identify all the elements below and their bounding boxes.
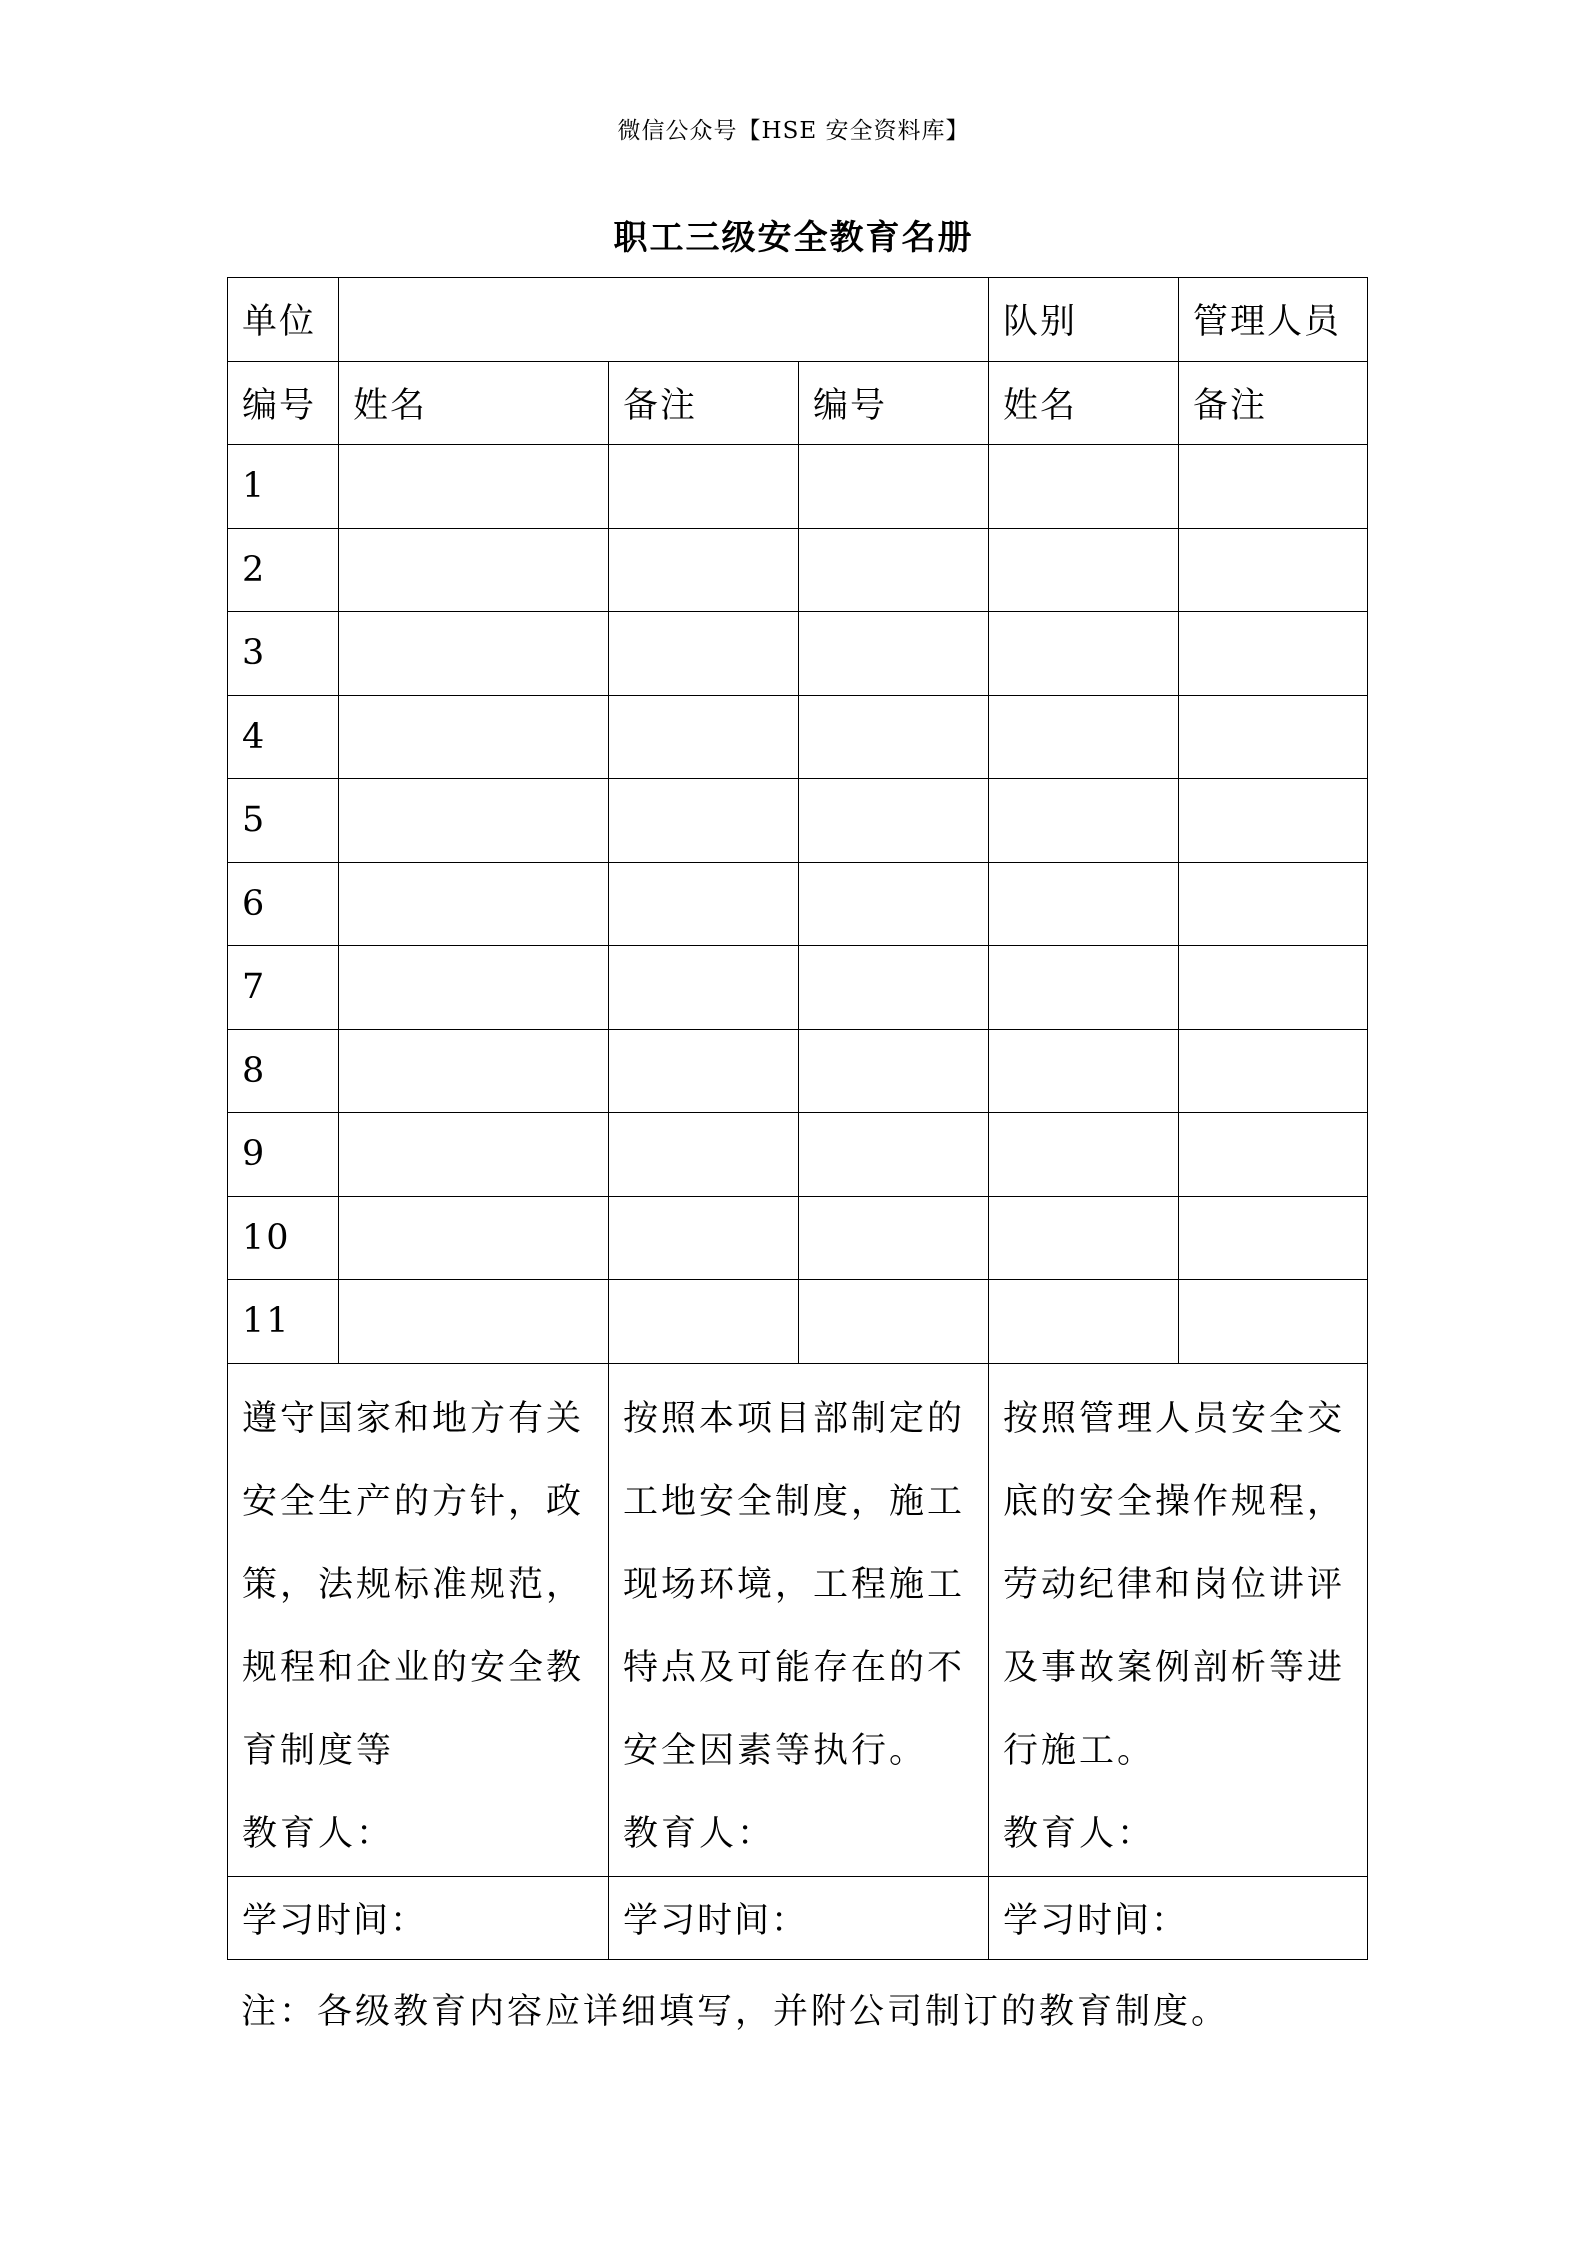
table-row [228, 1280, 1368, 1364]
column-header-remarks: 备注 [1179, 361, 1368, 445]
content-line: 劳动纪律和岗位讲评 [1003, 1564, 1346, 1605]
educator-label: 教育人： [1003, 1813, 1156, 1854]
remarks-cell[interactable] [609, 1029, 799, 1113]
name-cell[interactable] [339, 528, 609, 612]
remarks-cell[interactable] [609, 779, 799, 863]
column-header-name: 姓名 [989, 361, 1179, 445]
study-time-row [228, 1876, 1368, 1960]
row-number: 7 [228, 946, 339, 1030]
number-cell[interactable] [799, 612, 989, 696]
content-line: 按照管理人员安全交 [1003, 1398, 1346, 1439]
content-line: 安全因素等执行。 [623, 1730, 928, 1771]
remarks-cell[interactable] [1179, 862, 1368, 946]
content-line: 规程和企业的安全教 [242, 1647, 585, 1688]
table-row [228, 695, 1368, 779]
remarks-cell[interactable] [1179, 528, 1368, 612]
name-cell[interactable] [989, 1280, 1179, 1364]
content-line: 安全生产的方针，政 [242, 1481, 585, 1522]
education-level-1-content [228, 1363, 609, 1876]
row-number: 5 [228, 779, 339, 863]
table-row [228, 1196, 1368, 1280]
unit-field[interactable] [339, 278, 989, 362]
remarks-cell[interactable] [1179, 695, 1368, 779]
remarks-cell[interactable] [609, 1196, 799, 1280]
remarks-cell[interactable] [1179, 946, 1368, 1030]
number-cell[interactable] [799, 1280, 989, 1364]
education-roster-table [227, 277, 1368, 1960]
column-header-remarks: 备注 [609, 361, 799, 445]
remarks-cell[interactable] [1179, 779, 1368, 863]
number-cell[interactable] [799, 1029, 989, 1113]
content-line: 及事故案例剖析等进 [1003, 1647, 1346, 1688]
study-time-label[interactable]: 学习时间： [228, 1876, 609, 1960]
column-header-number: 编号 [228, 361, 339, 445]
row-number: 6 [228, 862, 339, 946]
table-row [228, 862, 1368, 946]
number-cell[interactable] [799, 445, 989, 529]
row-number: 2 [228, 528, 339, 612]
row-number: 10 [228, 1196, 339, 1280]
content-line: 行施工。 [1003, 1730, 1156, 1771]
unit-label: 单位 [228, 278, 339, 362]
column-header-name: 姓名 [339, 361, 609, 445]
table-row [228, 946, 1368, 1030]
name-cell[interactable] [989, 695, 1179, 779]
name-cell[interactable] [989, 1029, 1179, 1113]
name-cell[interactable] [339, 946, 609, 1030]
page-title: 职工三级安全教育名册 [613, 218, 974, 258]
name-cell[interactable] [989, 946, 1179, 1030]
column-header-number: 编号 [799, 361, 989, 445]
content-line: 按照本项目部制定的 [623, 1398, 966, 1439]
row-number: 4 [228, 695, 339, 779]
remarks-cell[interactable] [609, 946, 799, 1030]
name-cell[interactable] [339, 1196, 609, 1280]
remarks-cell[interactable] [609, 862, 799, 946]
name-cell[interactable] [989, 445, 1179, 529]
row-number: 8 [228, 1029, 339, 1113]
content-line: 遵守国家和地方有关 [242, 1398, 585, 1439]
manager-label: 管理人员 [1179, 278, 1368, 362]
table-row [228, 528, 1368, 612]
remarks-cell[interactable] [609, 612, 799, 696]
content-line: 策，法规标准规范， [242, 1564, 585, 1605]
educator-label: 教育人： [242, 1813, 395, 1854]
name-cell[interactable] [339, 862, 609, 946]
study-time-label[interactable]: 学习时间： [989, 1876, 1368, 1960]
name-cell[interactable] [339, 612, 609, 696]
number-cell[interactable] [799, 1196, 989, 1280]
column-header-row [228, 361, 1368, 445]
row-number: 9 [228, 1113, 339, 1197]
table-row [228, 1113, 1368, 1197]
name-cell[interactable] [339, 1113, 609, 1197]
remarks-cell[interactable] [1179, 1196, 1368, 1280]
remarks-cell[interactable] [1179, 1113, 1368, 1197]
content-line: 特点及可能存在的不 [623, 1647, 966, 1688]
study-time-label[interactable]: 学习时间： [609, 1876, 989, 1960]
table-row [228, 1029, 1368, 1113]
number-cell[interactable] [799, 862, 989, 946]
header-note: 微信公众号【HSE 安全资料库】 [617, 118, 970, 144]
table-row [228, 779, 1368, 863]
remarks-cell[interactable] [609, 528, 799, 612]
number-cell[interactable] [799, 779, 989, 863]
row-number: 3 [228, 612, 339, 696]
remarks-cell[interactable] [609, 1113, 799, 1197]
content-line: 育制度等 [242, 1730, 395, 1771]
remarks-cell[interactable] [609, 1280, 799, 1364]
remarks-cell[interactable] [1179, 612, 1368, 696]
remarks-cell[interactable] [1179, 1029, 1368, 1113]
content-line: 工地安全制度，施工 [623, 1481, 966, 1522]
name-cell[interactable] [989, 528, 1179, 612]
name-cell[interactable] [339, 695, 609, 779]
remarks-cell[interactable] [609, 695, 799, 779]
name-cell[interactable] [339, 445, 609, 529]
educator-label: 教育人： [623, 1813, 776, 1854]
remarks-cell[interactable] [609, 445, 799, 529]
name-cell[interactable] [989, 1113, 1179, 1197]
row-number: 11 [228, 1280, 339, 1364]
team-label: 队别 [989, 278, 1179, 362]
footer-note: 注：各级教育内容应详细填写，并附公司制订的教育制度。 [241, 1992, 1230, 2032]
number-cell[interactable] [799, 946, 989, 1030]
number-cell[interactable] [799, 695, 989, 779]
education-content-row [228, 1363, 1368, 1876]
number-cell[interactable] [799, 1113, 989, 1197]
table-row [228, 445, 1368, 529]
education-level-3-content [989, 1363, 1368, 1876]
education-level-2-content [609, 1363, 989, 1876]
content-line: 底的安全操作规程， [1003, 1481, 1346, 1522]
name-cell[interactable] [339, 779, 609, 863]
name-cell[interactable] [989, 862, 1179, 946]
content-line: 现场环境，工程施工 [623, 1564, 966, 1605]
unit-row [228, 278, 1368, 362]
remarks-cell[interactable] [1179, 1280, 1368, 1364]
table-row [228, 612, 1368, 696]
name-cell[interactable] [989, 612, 1179, 696]
remarks-cell[interactable] [1179, 445, 1368, 529]
name-cell[interactable] [989, 779, 1179, 863]
name-cell[interactable] [989, 1196, 1179, 1280]
row-number: 1 [228, 445, 339, 529]
name-cell[interactable] [339, 1280, 609, 1364]
number-cell[interactable] [799, 528, 989, 612]
name-cell[interactable] [339, 1029, 609, 1113]
